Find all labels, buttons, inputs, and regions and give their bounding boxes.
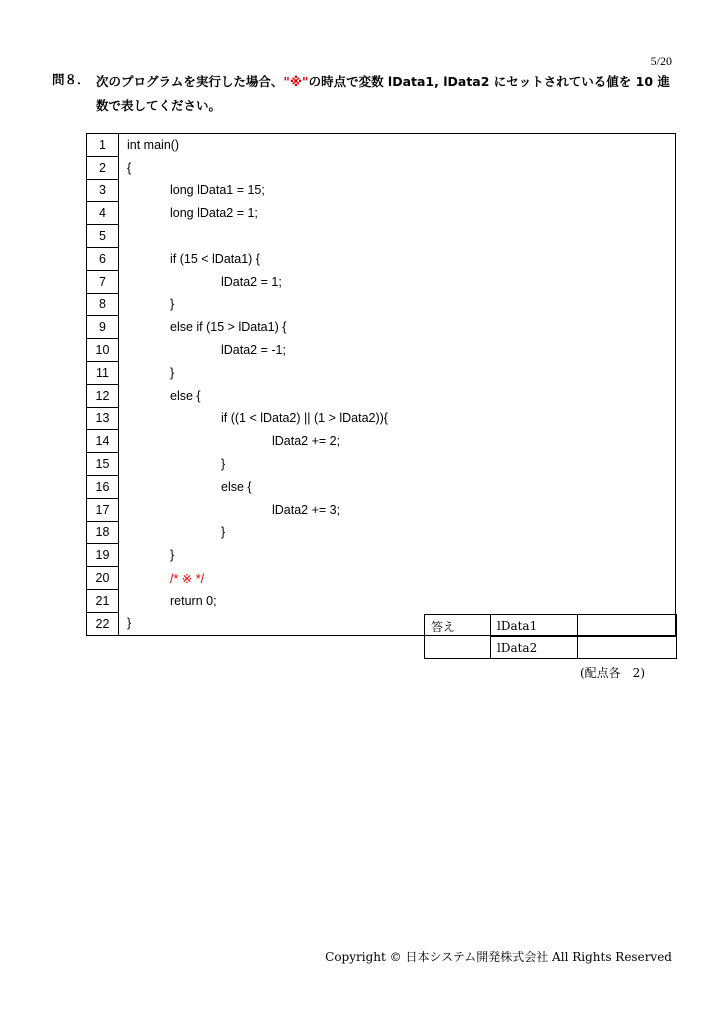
- line-number: 16: [87, 475, 119, 498]
- code-text: }: [119, 293, 676, 316]
- code-text: [119, 225, 676, 248]
- code-text: if (15 < lData1) {: [119, 247, 676, 270]
- line-number: 1: [87, 134, 119, 157]
- answer-value-ldata2[interactable]: [578, 637, 677, 659]
- code-line: [87, 589, 676, 612]
- line-number: 22: [87, 612, 119, 635]
- answer-value-ldata1[interactable]: [578, 615, 677, 637]
- code-line: [87, 270, 676, 293]
- line-number: 3: [87, 179, 119, 202]
- code-text: else if (15 > lData1) {: [119, 316, 676, 339]
- line-number: 15: [87, 453, 119, 476]
- code-text: return 0;: [119, 589, 676, 612]
- code-text: long lData2 = 1;: [119, 202, 676, 225]
- code-line: [87, 498, 676, 521]
- line-number: 7: [87, 270, 119, 293]
- code-line: [87, 361, 676, 384]
- code-line: [87, 134, 676, 157]
- code-listing: [86, 133, 676, 636]
- code-line: [87, 521, 676, 544]
- code-line: [87, 293, 676, 316]
- code-text: lData2 += 3;: [119, 498, 676, 521]
- code-line: [87, 407, 676, 430]
- line-number: 18: [87, 521, 119, 544]
- line-number: 10: [87, 339, 119, 362]
- line-number: 4: [87, 202, 119, 225]
- line-number: 20: [87, 567, 119, 590]
- code-line: [87, 202, 676, 225]
- line-number: 17: [87, 498, 119, 521]
- line-number: 13: [87, 407, 119, 430]
- code-text: else {: [119, 384, 676, 407]
- line-number: 12: [87, 384, 119, 407]
- code-line: [87, 567, 676, 590]
- code-line: [87, 384, 676, 407]
- code-text: lData2 += 2;: [119, 430, 676, 453]
- code-text: else {: [119, 475, 676, 498]
- code-text: }: [119, 612, 676, 635]
- code-line: [87, 430, 676, 453]
- question-label: 問８．: [52, 72, 90, 87]
- answer-label: 答え: [425, 615, 491, 659]
- line-number: 19: [87, 544, 119, 567]
- code-line: [87, 339, 676, 362]
- code-line: [87, 247, 676, 270]
- line-number: 21: [87, 589, 119, 612]
- line-number: 2: [87, 156, 119, 179]
- code-line: [87, 475, 676, 498]
- answer-var-ldata2: lData2: [491, 637, 578, 659]
- line-number: 14: [87, 430, 119, 453]
- question-text-before: 次のプログラムを実行した場合、: [96, 74, 284, 89]
- code-text: }: [119, 361, 676, 384]
- code-text: }: [119, 453, 676, 476]
- code-line: [87, 316, 676, 339]
- code-text: lData2 = 1;: [119, 270, 676, 293]
- points-note: (配点各 2): [580, 666, 645, 680]
- question-text-after: の時点で変数 lData1, lData2 にセットされている値を 10 進数で表してください。: [96, 74, 670, 113]
- code-text: int main(): [119, 134, 676, 157]
- code-text: if ((1 < lData2) || (1 > lData2)){: [119, 407, 676, 430]
- code-text: long lData1 = 15;: [119, 179, 676, 202]
- question-mark: "※": [283, 74, 309, 89]
- code-line: [87, 544, 676, 567]
- answer-var-ldata1: lData1: [491, 615, 578, 637]
- code-line: [87, 156, 676, 179]
- line-number: 6: [87, 247, 119, 270]
- code-text: }: [119, 544, 676, 567]
- answer-table: [424, 614, 677, 659]
- question-text: [96, 70, 680, 118]
- answer-row-1: [425, 615, 677, 637]
- code-line: [87, 453, 676, 476]
- code-text: }: [119, 521, 676, 544]
- line-number: 8: [87, 293, 119, 316]
- code-text-marker: /* ※ */: [119, 567, 676, 590]
- code-line: [87, 225, 676, 248]
- line-number: 9: [87, 316, 119, 339]
- code-text: {: [119, 156, 676, 179]
- code-line: [87, 179, 676, 202]
- line-number: 11: [87, 361, 119, 384]
- code-text: lData2 = -1;: [119, 339, 676, 362]
- page-number: 5/20: [650, 54, 672, 68]
- line-number: 5: [87, 225, 119, 248]
- copyright: Copyright © 日本システム開発株式会社 All Rights Reserved: [325, 950, 672, 964]
